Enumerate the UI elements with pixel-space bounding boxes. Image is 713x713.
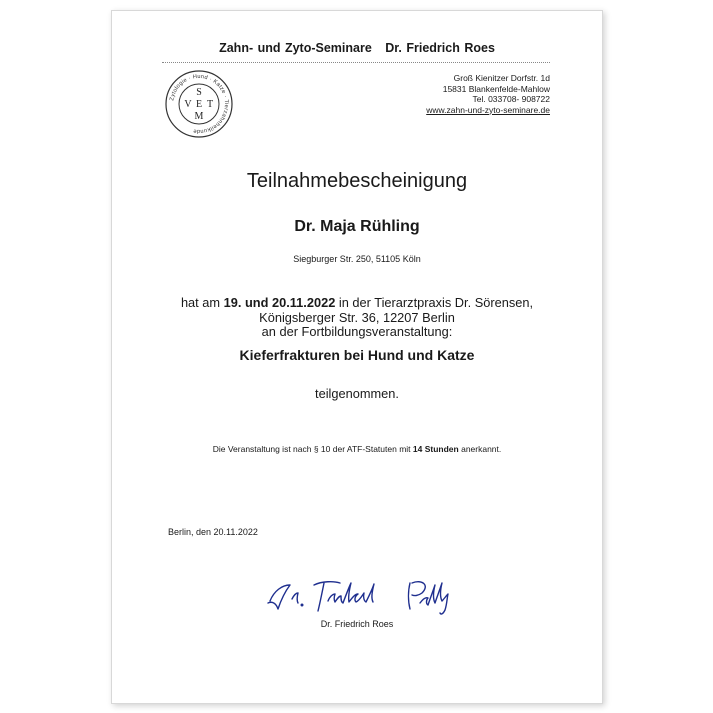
statement-line-3: an der Fortbildungsveranstaltung:	[261, 324, 453, 339]
seal-letter-m: M	[194, 111, 204, 122]
participant-name: Dr. Maja Rühling	[294, 218, 420, 235]
seal-letter-t: T	[206, 99, 214, 110]
header-divider	[162, 62, 550, 63]
handwritten-signature	[262, 563, 472, 619]
course-title: Kieferfrakturen bei Hund und Katze	[239, 347, 475, 363]
seal-ring-text: Zytologie · Hund · Katze · Tierzahnheilkunde	[169, 73, 230, 135]
seal-letter-v: V	[184, 99, 192, 110]
participated-text: teilgenommen.	[315, 386, 399, 401]
place-and-date: Berlin, den 20.11.2022	[168, 527, 258, 537]
recognized-hours: 14 Stunden	[412, 444, 459, 454]
organization-header	[112, 41, 602, 55]
organization-name: Zahn- und Zyto-Seminare	[219, 41, 372, 55]
statement-line-1: hat am 19. und 20.11.2022 in der Tierarztpraxis Dr. Sörensen,	[180, 295, 534, 310]
participant-address: Siegburger Str. 250, 51105 Köln	[293, 254, 421, 264]
seal-logo-icon	[164, 69, 234, 139]
document-title: Teilnahmebescheinigung	[246, 170, 468, 192]
attendance-statement	[112, 296, 602, 340]
website-link[interactable]: www.zahn-und-zyto-seminare.de	[426, 104, 550, 115]
organizer-name: Dr. Friedrich Roes	[385, 41, 495, 55]
address-city: 15831 Blankenfelde-Mahlow	[442, 83, 550, 94]
certificate-page	[111, 10, 603, 704]
seal-letter-s: S	[196, 87, 202, 98]
statement-line-2: Königsberger Str. 36, 12207 Berlin	[259, 309, 455, 325]
seal-letter-e: E	[195, 99, 203, 110]
signer-name: Dr. Friedrich Roes	[320, 619, 394, 629]
address-street: Groß Kienitzer Dorfstr. 1d	[453, 73, 550, 83]
recognition-note: Die Veranstaltung ist nach § 10 der ATF-Statuten mit 14 Stunden anerkannt.	[212, 444, 502, 454]
organizer-address	[426, 73, 550, 115]
event-dates: 19. und 20.11.2022	[223, 295, 336, 310]
address-phone: Tel. 033708- 908722	[472, 94, 550, 104]
